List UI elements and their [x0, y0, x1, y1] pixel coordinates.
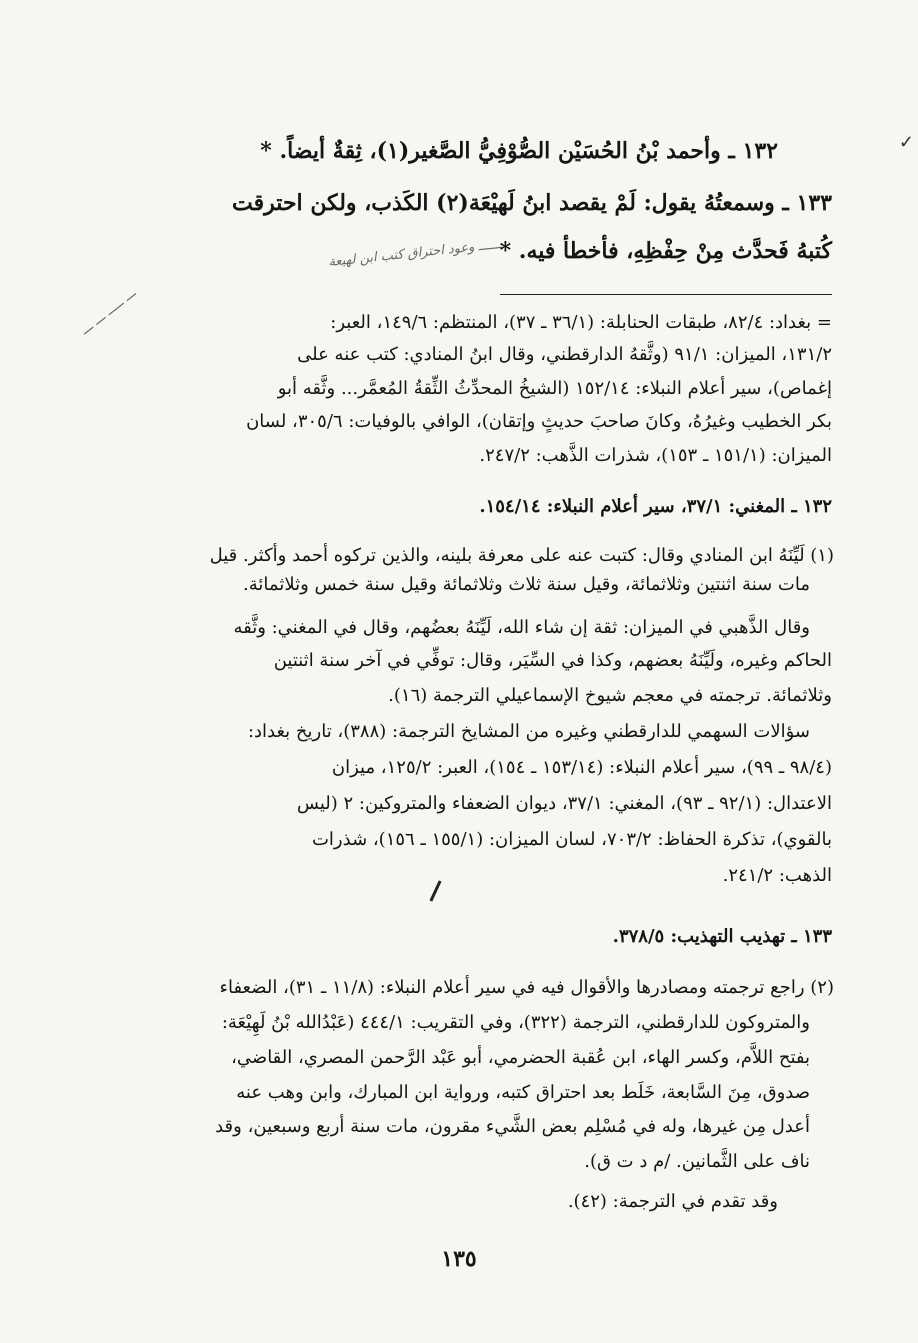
footnote-2-line: والمتروكون للدارقطني، الترجمة (٣٢٢)، وفي التقريب: ٤٤٤/١ (عَبْدُالله بْنُ لَهِيْعَة:	[221, 1012, 810, 1033]
footnote-1-line: بالقوي)، تذكرة الحفاظ: ٧٠٣/٢، لسان الميزان: (١٥٥/١ ـ ١٥٦)، شذرات	[311, 829, 832, 850]
footnote-1-line: وثلاثمائة. ترجمته في معجم شيوخ الإسماعيلي الترجمة (١٦).	[388, 685, 832, 706]
footnote-2-line: أعدل مِن غيرها، وله في مُسْلِم بعض الشَّيء مقرون، مات سنة أربع وسبعين، وقد	[215, 1116, 810, 1137]
continuation-note-line: الميزان: (١٥١/١ ـ ١٥٣)، شذرات الذَّهب: ٢٤٧/٢.	[479, 445, 832, 466]
continuation-note-line: = بغداد: ٨٢/٤، طبقات الحنابلة: (٣٦/١ ـ ٣٧)، المنتظم: ١٤٩/٦، العبر:	[330, 312, 832, 333]
continuation-note-line: إغماص)، سير أعلام النبلاء: ١٥٢/١٤ (الشيخُ المحدِّثُ الثِّقةُ المُعمَّر... وثَّقه أبو	[277, 378, 832, 399]
handwritten-annotation: ــــــ وعود احتراق كتب ابن لهيعة	[327, 236, 502, 271]
entry-132: ١٣٢ ـ وأحمد بْنُ الحُسَيْن الصُّوْفِيُّ الصَّغير(١)، ثِقةٌ أيضاً. *	[260, 138, 778, 164]
entry-133-line-2: كُتبهُ فَحدَّث مِنْ حِفْظِهِ، فأخطأ فيه. *	[499, 238, 832, 264]
margin-mark: ✓	[898, 132, 914, 153]
footnote-2-line: (٢) راجع ترجمته ومصادرها والأقوال فيه في سير أعلام النبلاء: (١١/٨ ـ ٣١)، الضعفاء	[219, 977, 834, 998]
entry-133-line-1: ١٣٣ ـ وسمعتُهُ يقول: لَمْ يقصد ابنُ لَهيْعَة(٢) الكَذب، ولكن احترقت	[232, 190, 832, 216]
footnote-1-line: وقال الذَّهبي في الميزان: ثقة إن شاء الله، لَيِّنَهُ بعضُهم، وقال في المغني: وثَّقه	[233, 617, 810, 638]
footnote-1-line: الحاكم وغيره، ولَيِّنَهُ بعضهم، وكذا في السِّيَر، وقال: توفِّي في آخر سنة اثنتين	[273, 650, 832, 671]
continuation-note-line: بكر الخطيب وغيرُهُ، وكانَ صاحبَ حديثٍ وإتقان)، الوافي بالوفيات: ٣٠٥/٦، لسان	[246, 411, 832, 432]
footnote-1-line: الذهب: ٢٤١/٢.	[722, 865, 832, 886]
footnote-1-line: (٩٨/٤ ـ ٩٩)، سير أعلام النبلاء: (١٥٣/١٤ ـ ١٥٤)، العبر: ١٢٥/٢، ميزان	[331, 757, 832, 778]
footnote-1-line: (١) لَيِّنَهُ ابن المنادي وقال: كتبت عنه على معرفة بلينه، والذين تركوه أحمد وأكثر. قيل	[209, 545, 834, 566]
footnote-1-line: سؤالات السهمي للدارقطني وغيره من المشايخ الترجمة: (٣٨٨)، تاريخ بغداد:	[247, 721, 810, 742]
footnote-separator	[500, 294, 832, 295]
source-132: ١٣٢ ـ المغني: ٣٧/١، سير أعلام النبلاء: ١٥٤/١٤.	[479, 496, 832, 517]
source-133: ١٣٣ ـ تهذيب التهذيب: ٣٧٨/٥.	[612, 926, 832, 947]
page-number: ١٣٥	[441, 1246, 477, 1272]
footnote-2-line: بفتح اللاَّم، وكسر الهاء، ابن عُقبة الحضرمي، أبو عَبْد الرَّحمن المصري، القاضي،	[231, 1047, 810, 1068]
footnote-2-line: وقد تقدم في الترجمة: (٤٢).	[567, 1191, 778, 1212]
footnote-1-line: مات سنة اثنتين وثلاثمائة، وقيل سنة ثلاث وثلاثمائة وقيل سنة خمس وثلاثمائة.	[243, 574, 810, 595]
footnote-2-line: ناف على الثَّمانين. /م د ت ق).	[584, 1151, 810, 1172]
handwritten-margin-note: ـــ ـــــ ـــ ـــ	[77, 285, 139, 338]
footnote-2-line: صدوق، مِنَ السَّابعة، خَلَط بعد احتراق كتبه، ورواية ابن المبارك، وابن وهب عنه	[236, 1082, 810, 1103]
stray-pen-mark	[429, 880, 441, 901]
footnote-1-line: الاعتدال: (٩٢/١ ـ ٩٣)، المغني: ٣٧/١، ديوان الضعفاء والمتروكين: ٢ (ليس	[296, 793, 832, 814]
continuation-note-line: ١٣١/٢، الميزان: ٩١/١ (وثَّقهُ الدارقطني، وقال ابنُ المنادي: كتب عنه على	[297, 344, 832, 365]
